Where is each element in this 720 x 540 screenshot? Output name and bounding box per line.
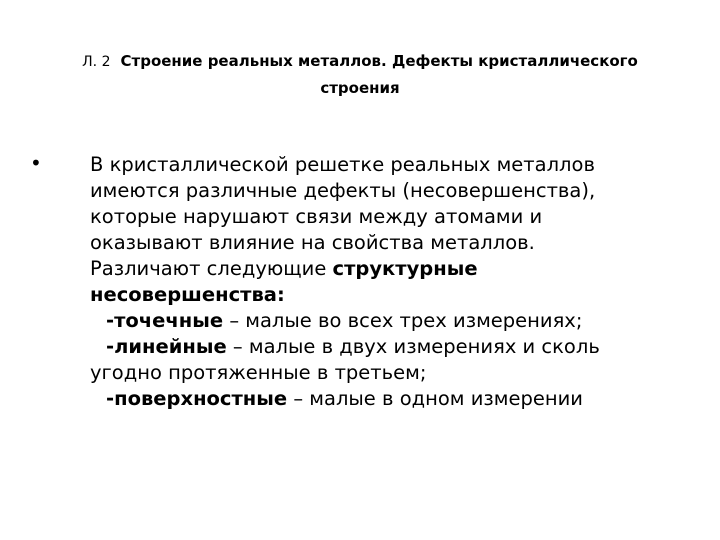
intro-text: Различают следующие [90,257,333,280]
bullet-marker: • [30,151,42,175]
body-line: которые нарушают связи между атомами и [90,205,543,228]
defect-term: -линейные [106,335,227,358]
defect-item-point [90,308,690,334]
defect-item-linear [90,334,690,360]
body-line: имеются различные дефекты (несовершенства), [90,179,596,202]
defect-desc: – малые в двух измерениях и сколь [226,335,600,358]
body-line: оказывают влияние на свойства металлов. [90,231,535,254]
defect-term: -поверхностные [106,387,288,410]
defect-desc: – малые в одном измерении [287,387,583,410]
defect-desc: угодно протяженные в третьем; [90,361,427,384]
defect-item-linear-cont [90,360,690,386]
title-line-1 [40,48,680,75]
title-line-2: строения [320,79,400,97]
body-line-intro [90,256,690,282]
defect-item-surface [90,386,690,412]
slide-title [40,48,680,101]
title-text-1: Строение реальных металлов. Дефекты кристаллического [120,52,638,70]
intro-bold-1: структурные [332,257,478,280]
defect-desc: – малые во всех трех измерениях; [223,309,583,332]
intro-bold-2: несовершенства: [90,283,285,306]
defect-term: -точечные [106,309,224,332]
body-line: В кристаллической решетке реальных металлов [90,153,595,176]
bullet-text [90,152,690,412]
body-line-intro-2 [90,282,690,308]
lecture-number: Л. 2 [82,54,111,70]
